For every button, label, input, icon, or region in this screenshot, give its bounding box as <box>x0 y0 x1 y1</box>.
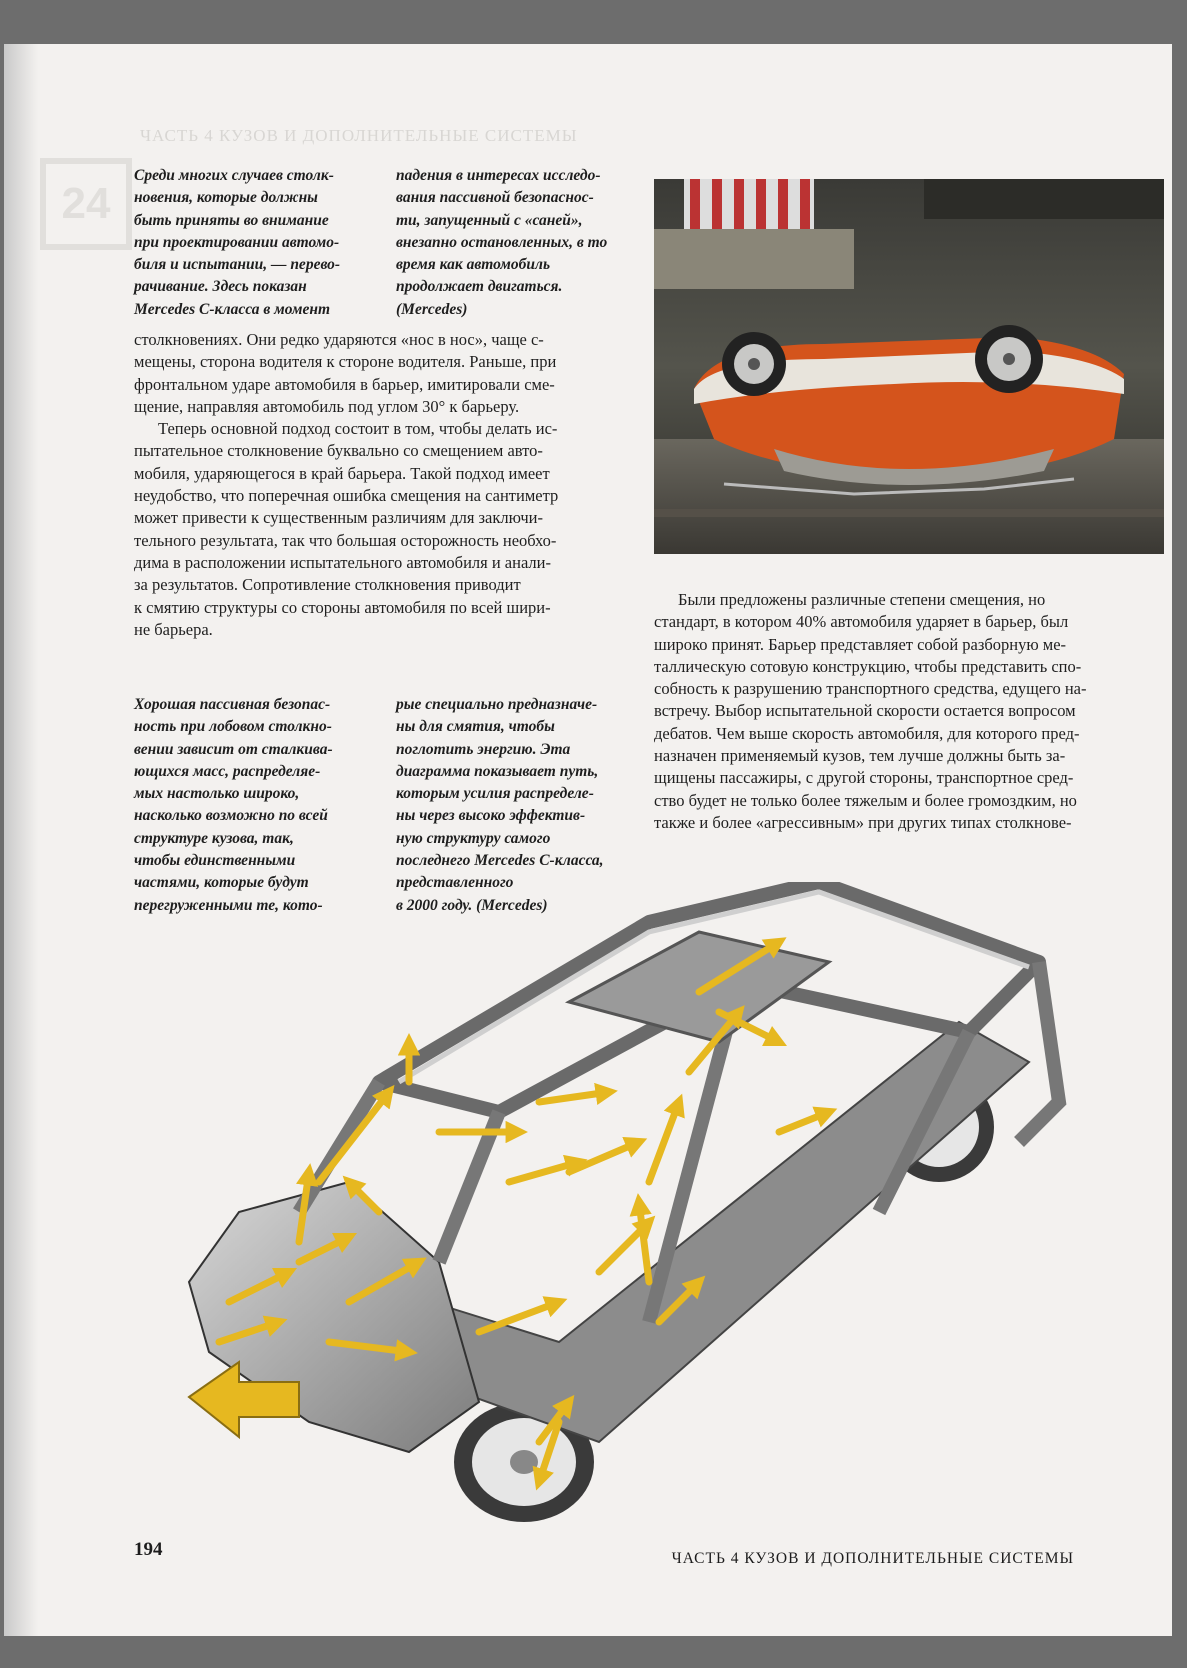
caption-line: перегруженными те, кото- <box>134 896 323 914</box>
text-line: стандарт, в котором 40% автомобиля ударяет в барьер, был <box>654 612 1069 632</box>
caption-line: вания пассивной безопаснос- <box>396 189 594 207</box>
text-line: также и более «агрессивным» при других типах столкнове- <box>654 812 1072 832</box>
caption-line: диаграмма показывает путь, <box>396 762 599 780</box>
caption-line: биля и испытании, — перево- <box>134 256 341 274</box>
text-line: дима в расположении испытательного автомобиля и анали- <box>134 552 551 572</box>
caption-line: частями, которые будут <box>134 874 309 892</box>
caption-line: структуре кузова, так, <box>134 829 294 847</box>
running-head: ЧАСТЬ 4 КУЗОВ И ДОПОЛНИТЕЛЬНЫЕ СИСТЕМЫ <box>140 126 578 145</box>
caption-line: Mercedes С-класса в момент <box>134 300 331 318</box>
footer-title: ЧАСТЬ 4 КУЗОВ И ДОПОЛНИТЕЛЬНЫЕ СИСТЕМЫ <box>671 1550 1074 1567</box>
caption-line: ти, запущенный с «саней», <box>396 211 583 229</box>
caption-line: ющихся масс, распределяе- <box>134 762 321 780</box>
text-line: собность к разрушению транспортного средства, едущего на- <box>654 679 1087 699</box>
caption-line: ны через высоко эффектив- <box>396 807 586 825</box>
caption-line: новения, которые должны <box>134 189 318 207</box>
text-line: за результатов. Сопротивление столкновения приводит <box>134 575 521 595</box>
caption-line: рачивание. Здесь показан <box>134 278 307 296</box>
text-line: таллическую сотовую конструкцию, чтобы представить спо- <box>654 656 1082 676</box>
caption-line: внезапно остановленных, в то <box>396 233 608 251</box>
text-line: не барьера. <box>134 619 213 639</box>
caption-line: (Mercedes) <box>396 300 468 318</box>
text-line: мещены, сторона водителя к стороне водителя. Раньше, при <box>134 352 557 372</box>
text-line: ство будет не только более тяжелым и более громоздким, но <box>654 790 1077 810</box>
caption-line: падения в интересах исследо- <box>396 167 601 184</box>
text-line: щищены пассажиры, с другой стороны, транспортное сред- <box>654 768 1074 788</box>
text-line: Были предложены различные степени смещения, но <box>678 590 1046 609</box>
caption-line: последнего Mercedes С-класса, <box>396 852 604 870</box>
text-line: назначен применяемый кузов, тем лучше должны быть за- <box>654 746 1066 766</box>
caption-line: ную структуру самого <box>396 829 551 847</box>
text-line: может привести к существенным различиям для заключи- <box>134 508 543 528</box>
caption-line: мых настолько широко, <box>134 785 300 803</box>
body-structure-diagram <box>179 882 1109 1522</box>
text-line: к смятию структуры со стороны автомобиля по всей шири- <box>134 597 551 617</box>
caption-line: в 2000 году. (Mercedes) <box>396 896 548 914</box>
caption-line: ны для смятия, чтобы <box>396 718 555 736</box>
left-column-text <box>134 329 634 641</box>
caption-line: насколько возможно по всей <box>134 807 328 825</box>
page-number: 194 <box>134 1539 163 1560</box>
top-caption-column-1 <box>134 165 359 321</box>
text-line: встречу. Выбор испытательной скорости остается вопросом <box>654 701 1076 721</box>
text-line: неудобство, что поперечная ошибка смещения на сантиметр <box>134 486 559 506</box>
text-line: Теперь основной подход состоит в том, чтобы делать ис- <box>158 419 558 439</box>
caption-line: рые специально предназначе- <box>396 696 598 713</box>
caption-line: ность при лобовом столкно- <box>134 718 332 736</box>
text-line: пытательное столкновение буквально со смещением авто- <box>134 441 543 461</box>
rollover-test-photo <box>654 179 1164 554</box>
caption-line: представленного <box>396 874 514 892</box>
caption-line: Среди многих случаев столк- <box>134 167 334 184</box>
book-page <box>4 44 1172 1636</box>
caption-line: вении зависит от сталкива- <box>134 740 333 758</box>
text-line: фронтальном ударе автомобиля в барьер, имитировали сме- <box>134 374 555 394</box>
text-line: широко принят. Барьер представляет собой разборную ме- <box>654 634 1067 654</box>
top-caption-column-2 <box>396 165 636 321</box>
text-line: тельного результата, так что большая осторожность необхо- <box>134 530 557 550</box>
caption-line: которым усилия распределе- <box>396 785 594 803</box>
page-binding-shadow <box>4 44 38 1636</box>
text-line: столкновениях. Они редко ударяются «нос в нос», чаще с- <box>134 330 544 349</box>
caption-line: чтобы единственными <box>134 852 296 870</box>
text-line: мобиля, ударяющегося в край барьера. Такой подход имеет <box>134 463 550 483</box>
caption-line: продолжает двигаться. <box>396 278 563 296</box>
right-column-text <box>654 589 1154 834</box>
paragraph <box>654 589 1154 834</box>
caption-line: при проектировании автомо- <box>134 233 340 251</box>
caption-line: время как автомобиль <box>396 256 551 274</box>
text-line: дебатов. Чем выше скорость автомобиля, для которого пред- <box>654 723 1080 743</box>
caption-line: быть приняты во внимание <box>134 211 329 229</box>
chapter-badge-icon: 24 <box>40 158 132 250</box>
text-line: щение, направляя автомобиль под углом 30° к барьеру. <box>134 396 520 416</box>
paragraph <box>134 329 634 418</box>
paragraph <box>134 418 634 641</box>
caption-line: Хорошая пассивная безопас- <box>134 696 331 713</box>
caption-line: поглотить энергию. Эта <box>396 740 571 758</box>
